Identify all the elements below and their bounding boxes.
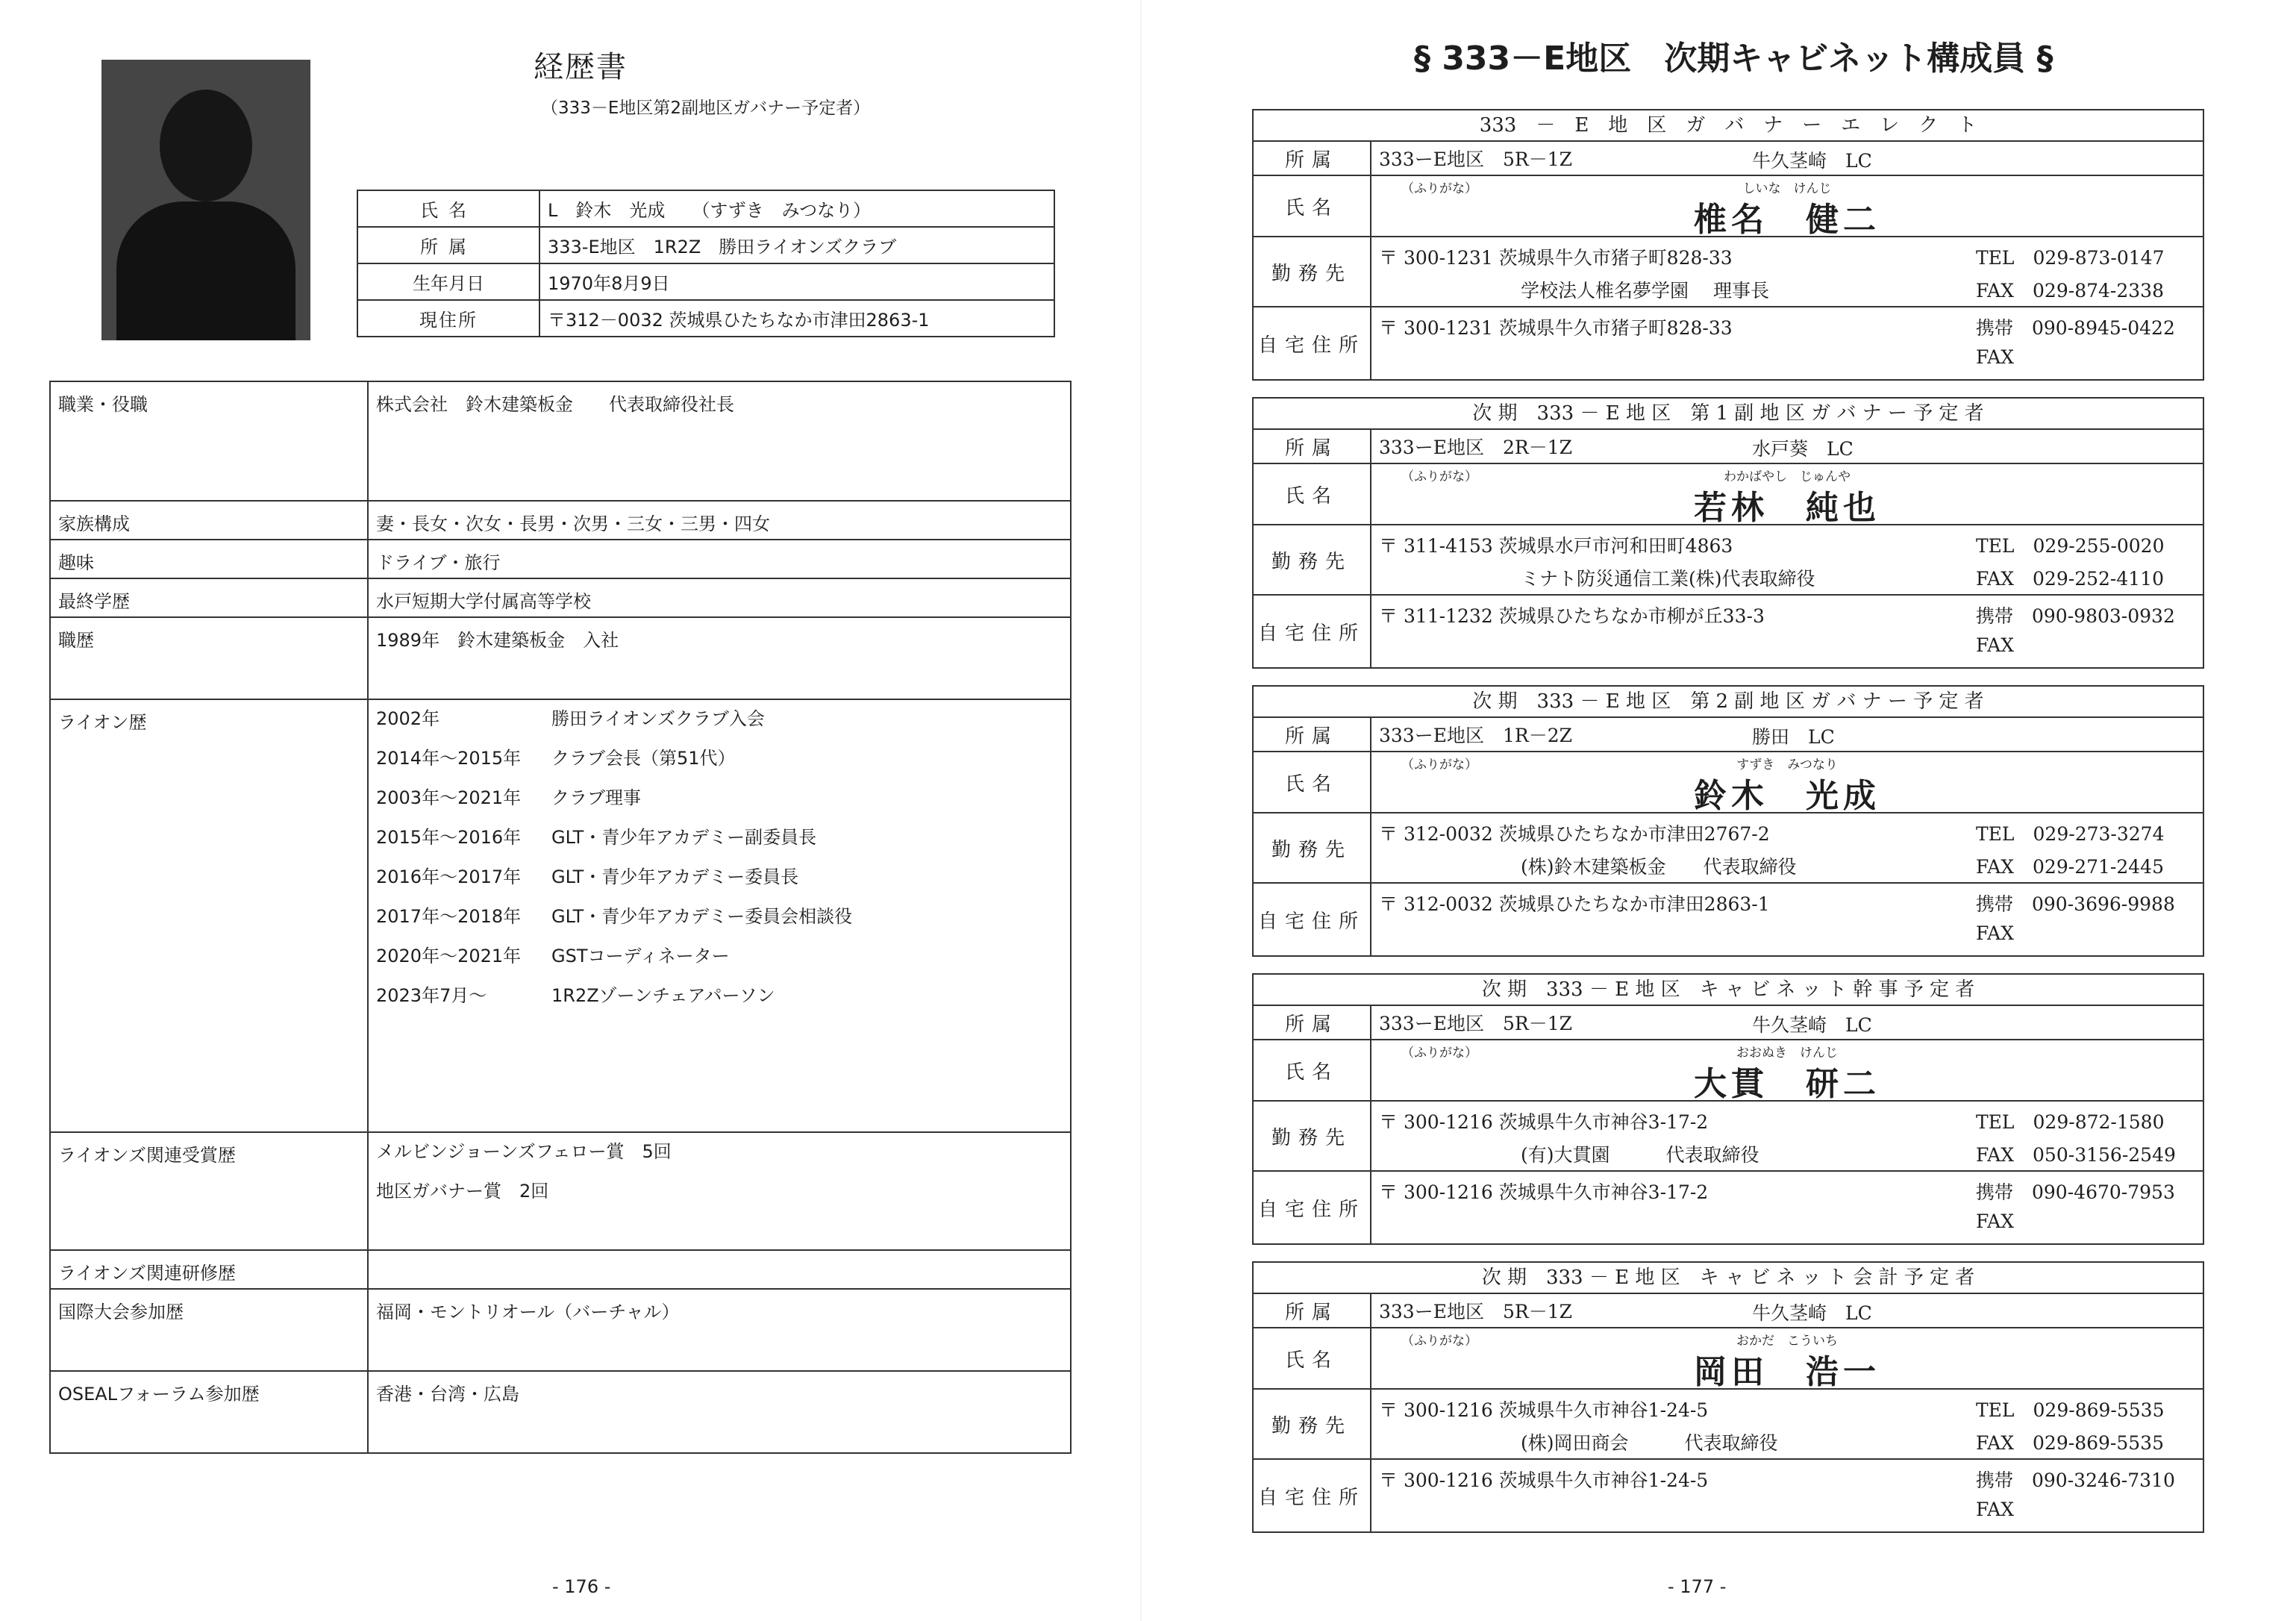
member-role: 次 期 333 － E 地 区 キ ャ ビ ネ ッ ト 幹 事 予 定 者 [1254, 975, 2203, 1006]
furigana-label: （ふりがな） [1401, 1046, 1477, 1061]
name-row [1254, 464, 2203, 525]
table-row [50, 578, 1071, 617]
history-year: 2015年～2016年 [376, 827, 522, 848]
row-value [1371, 1172, 2203, 1243]
table-row [50, 1371, 1071, 1453]
row-label: 勤務先 [1254, 813, 1371, 882]
name-furigana: しいな けんじ [1742, 181, 1832, 196]
row-label: 勤務先 [1254, 1390, 1371, 1458]
name-furigana: おおぬき けんじ [1736, 1046, 1838, 1061]
name-furigana: おかだ こういち [1736, 1334, 1838, 1349]
row-label: 勤務先 [1254, 237, 1371, 306]
info-value: 333-E地区 1R2Z 勝田ライオンズクラブ [539, 227, 1054, 263]
portrait-body [116, 202, 295, 340]
work-address: 〒 312-0032 茨城県ひたちなか市津田2767-2 [1379, 823, 1770, 845]
work-tel: TEL 029-273-3274 [1976, 823, 2165, 845]
left-page [0, 0, 1142, 1621]
home-address: 〒 300-1231 茨城県牛久市猪子町828-33 [1379, 317, 1733, 339]
work-fax: FAX 029-869-5535 [1976, 1432, 2164, 1454]
awards-list [368, 1132, 1071, 1250]
table-row [50, 1132, 1071, 1250]
row-label: 自宅住所 [1254, 307, 1371, 379]
document-title: 経歴書 [534, 50, 628, 84]
row-value [1371, 525, 2203, 594]
portrait-photo [101, 60, 310, 340]
home-mobile: 携帯 090-9803-0932 [1976, 605, 2175, 627]
list-item [376, 866, 1063, 905]
home-mobile: 携帯 090-3696-9988 [1976, 893, 2175, 915]
work-company: (有)大貫園 代表取締役 [1521, 1144, 1759, 1166]
career-label: 職歴 [50, 617, 368, 699]
row-value [1371, 1460, 2203, 1531]
page-number: - 177 - [1668, 1576, 1727, 1597]
career-value: 株式会社 鈴木建築板金 代表取締役社長 [368, 381, 1071, 501]
info-value: 1970年8月9日 [539, 263, 1054, 300]
row-label: 氏名 [1254, 752, 1371, 812]
page-number: - 176 - [552, 1576, 611, 1597]
furigana-label: （ふりがな） [1401, 758, 1477, 772]
workplace-row [1254, 813, 2203, 884]
table-row [50, 699, 1071, 1132]
home-address: 〒 312-0032 茨城県ひたちなか市津田2863-1 [1379, 893, 1770, 915]
row-value [1371, 142, 2203, 175]
work-fax: FAX 050-3156-2549 [1976, 1144, 2176, 1166]
training-value [368, 1250, 1071, 1289]
furigana-label: （ふりがな） [1401, 1334, 1477, 1349]
history-year: 2020年～2021年 [376, 946, 522, 966]
row-label: 自宅住所 [1254, 1172, 1371, 1243]
home-fax: FAX [1976, 1211, 2015, 1232]
row-value [1371, 464, 2203, 527]
list-item [376, 708, 1063, 747]
home-address: 〒 300-1216 茨城県牛久市神谷3-17-2 [1379, 1181, 1709, 1203]
info-label: 氏名 [357, 190, 539, 227]
member-name: 大貫 研二 [1694, 1065, 1880, 1103]
list-item: メルビンジョーンズフェロー賞 5回 [376, 1141, 672, 1162]
history-year: 2002年 [376, 708, 440, 729]
work-company: 学校法人椎名夢学園 理事長 [1521, 280, 1769, 302]
oseal-label: OSEALフォーラム参加歴 [50, 1371, 368, 1453]
row-value [1371, 884, 2203, 955]
home-mobile: 携帯 090-8945-0422 [1976, 317, 2175, 339]
table-row [357, 300, 1054, 337]
affiliation-value: 333ーE地区 1R－2Z [1379, 725, 1572, 746]
training-label: ライオンズ関連研修歴 [50, 1250, 368, 1289]
info-value: 〒312－0032 茨城県ひたちなか市津田2863-1 [539, 300, 1054, 337]
club-name: 水戸葵 LC [1752, 438, 1854, 460]
info-label: 生年月日 [357, 263, 539, 300]
row-value [1371, 1102, 2203, 1170]
right-page [1142, 0, 2296, 1621]
member-role: 次 期 333 － E 地 区 第 2 副 地 区 ガ バ ナ ー 予 定 者 [1254, 687, 2203, 718]
awards-label: ライオンズ関連受賞歴 [50, 1132, 368, 1250]
row-label: 所属 [1254, 1294, 1371, 1327]
intl-value: 福岡・モントリオール（バーチャル） [368, 1289, 1071, 1371]
member-role: 333 － E 地 区 ガ バ ナ ー エ レ ク ト [1254, 110, 2203, 142]
history-year: 2014年～2015年 [376, 748, 522, 769]
lion-history-label: ライオン歴 [50, 699, 368, 1132]
club-name: 勝田 LC [1752, 726, 1835, 748]
affiliation-row [1254, 718, 2203, 752]
furigana-label: （ふりがな） [1401, 181, 1477, 196]
member-block [1252, 685, 2204, 957]
info-label: 現住所 [357, 300, 539, 337]
portrait-head [160, 90, 252, 202]
career-table [49, 381, 1072, 1454]
list-item [376, 905, 1063, 945]
table-row [50, 540, 1071, 578]
basic-info-table [357, 190, 1055, 337]
member-block [1252, 397, 2204, 669]
affiliation-row [1254, 142, 2203, 176]
affiliation-row [1254, 1006, 2203, 1040]
history-desc: GLT・青少年アカデミー副委員長 [551, 827, 817, 848]
row-value [1371, 1040, 2203, 1103]
name-row [1254, 1040, 2203, 1102]
career-value: ドライブ・旅行 [368, 540, 1071, 578]
club-name: 牛久茎崎 LC [1752, 1302, 1872, 1324]
home-row [1254, 884, 2203, 955]
row-label: 所属 [1254, 430, 1371, 463]
history-desc: GLT・青少年アカデミー委員会相談役 [551, 906, 853, 927]
work-tel: TEL 029-255-0020 [1976, 535, 2165, 557]
history-year: 2003年～2021年 [376, 787, 522, 808]
row-value [1371, 430, 2203, 463]
home-fax: FAX [1976, 922, 2015, 944]
club-name: 牛久茎崎 LC [1752, 1014, 1872, 1036]
name-furigana: すずき みつなり [1736, 758, 1838, 772]
row-value [1371, 1328, 2203, 1391]
document-subtitle: （333－E地区第2副地区ガバナー予定者） [541, 99, 871, 118]
row-label: 所属 [1254, 718, 1371, 751]
club-name: 牛久茎崎 LC [1752, 150, 1872, 172]
home-row [1254, 307, 2203, 379]
name-furigana: わかばやし じゅんや [1724, 469, 1851, 484]
info-value: L 鈴木 光成 （すずき みつなり） [539, 190, 1054, 227]
table-row [50, 1250, 1071, 1289]
affiliation-value: 333ーE地区 5R－1Z [1379, 149, 1572, 170]
work-company: (株)鈴木建築板金 代表取締役 [1521, 856, 1797, 878]
row-value [1371, 813, 2203, 882]
row-value [1371, 718, 2203, 751]
member-name: 鈴木 光成 [1694, 777, 1880, 815]
row-value [1371, 176, 2203, 239]
name-row [1254, 1328, 2203, 1390]
member-block [1252, 109, 2204, 381]
member-role: 次 期 333 － E 地 区 第 1 副 地 区 ガ バ ナ ー 予 定 者 [1254, 399, 2203, 430]
member-name: 岡田 浩一 [1694, 1353, 1880, 1391]
workplace-row [1254, 237, 2203, 307]
row-label: 勤務先 [1254, 525, 1371, 594]
member-block [1252, 1261, 2204, 1533]
row-value [1371, 596, 2203, 667]
row-value [1371, 752, 2203, 815]
affiliation-value: 333ーE地区 5R－1Z [1379, 1301, 1572, 1322]
lion-history-list [368, 699, 1071, 1132]
history-year: 2017年～2018年 [376, 906, 522, 927]
home-address: 〒 311-1232 茨城県ひたちなか市柳が丘33-3 [1379, 605, 1765, 627]
work-fax: FAX 029-252-4110 [1976, 568, 2164, 590]
work-fax: FAX 029-874-2338 [1976, 280, 2164, 302]
workplace-row [1254, 1390, 2203, 1460]
row-label: 自宅住所 [1254, 596, 1371, 667]
row-value [1371, 307, 2203, 379]
home-row [1254, 1172, 2203, 1243]
row-value [1371, 1390, 2203, 1458]
list-item: 地区ガバナー賞 2回 [376, 1181, 549, 1202]
affiliation-row [1254, 430, 2203, 464]
work-address: 〒 311-4153 茨城県水戸市河和田町4863 [1379, 535, 1733, 557]
table-row [50, 617, 1071, 699]
home-mobile: 携帯 090-4670-7953 [1976, 1181, 2175, 1203]
list-item [376, 747, 1063, 787]
history-desc: 勝田ライオンズクラブ入会 [551, 708, 765, 729]
table-row [50, 501, 1071, 540]
member-name: 若林 純也 [1694, 489, 1880, 527]
row-label: 自宅住所 [1254, 1460, 1371, 1531]
row-value [1371, 1006, 2203, 1039]
workplace-row [1254, 525, 2203, 596]
oseal-value: 香港・台湾・広島 [368, 1371, 1071, 1453]
home-fax: FAX [1976, 1499, 2015, 1520]
list-item [376, 945, 1063, 984]
work-tel: TEL 029-872-1580 [1976, 1111, 2165, 1133]
work-address: 〒 300-1231 茨城県牛久市猪子町828-33 [1379, 247, 1733, 269]
table-row [357, 227, 1054, 263]
row-label: 所属 [1254, 1006, 1371, 1039]
workplace-row [1254, 1102, 2203, 1172]
career-label: 職業・役職 [50, 381, 368, 501]
list-item [376, 826, 1063, 866]
career-label: 趣味 [50, 540, 368, 578]
career-label: 家族構成 [50, 501, 368, 540]
work-company: ミナト防災通信工業(株)代表取締役 [1521, 568, 1815, 590]
member-name: 椎名 健二 [1694, 201, 1880, 239]
section-title: § 333－E地区 次期キャビネット構成員 § [1414, 40, 2053, 78]
work-address: 〒 300-1216 茨城県牛久市神谷1-24-5 [1379, 1399, 1709, 1421]
work-tel: TEL 029-873-0147 [1976, 247, 2165, 269]
affiliation-row [1254, 1294, 2203, 1328]
row-label: 氏名 [1254, 1040, 1371, 1100]
career-value: 水戸短期大学付属高等学校 [368, 578, 1071, 617]
info-label: 所属 [357, 227, 539, 263]
history-desc: クラブ会長（第51代） [551, 748, 736, 769]
history-desc: 1R2Zゾーンチェアパーソン [551, 985, 775, 1006]
home-row [1254, 1460, 2203, 1531]
row-label: 氏名 [1254, 464, 1371, 524]
history-desc: GSTコーディネーター [551, 946, 730, 966]
career-label: 最終学歴 [50, 578, 368, 617]
work-company: (株)岡田商会 代表取締役 [1521, 1432, 1778, 1454]
home-mobile: 携帯 090-3246-7310 [1976, 1469, 2175, 1491]
table-row [50, 1289, 1071, 1371]
furigana-label: （ふりがな） [1401, 469, 1477, 484]
row-label: 自宅住所 [1254, 884, 1371, 955]
list-item [376, 984, 1063, 1024]
row-value [1371, 1294, 2203, 1327]
career-value: 妻・長女・次女・長男・次男・三女・三男・四女 [368, 501, 1071, 540]
history-year: 2023年7月～ [376, 985, 487, 1006]
career-value: 1989年 鈴木建築板金 入社 [368, 617, 1071, 699]
list-item [376, 787, 1063, 826]
history-desc: GLT・青少年アカデミー委員長 [551, 866, 799, 887]
home-fax: FAX [1976, 346, 2015, 368]
home-row [1254, 596, 2203, 667]
affiliation-value: 333ーE地区 5R－1Z [1379, 1013, 1572, 1034]
work-tel: TEL 029-869-5535 [1976, 1399, 2165, 1421]
row-label: 氏名 [1254, 176, 1371, 236]
row-label: 勤務先 [1254, 1102, 1371, 1170]
table-row [50, 381, 1071, 501]
work-fax: FAX 029-271-2445 [1976, 856, 2164, 878]
member-block [1252, 973, 2204, 1245]
intl-label: 国際大会参加歴 [50, 1289, 368, 1371]
row-value [1371, 237, 2203, 306]
row-label: 所属 [1254, 142, 1371, 175]
home-address: 〒 300-1216 茨城県牛久市神谷1-24-5 [1379, 1469, 1709, 1491]
name-row [1254, 176, 2203, 237]
member-role: 次 期 333 － E 地 区 キ ャ ビ ネ ッ ト 会 計 予 定 者 [1254, 1263, 2203, 1294]
table-row [357, 190, 1054, 227]
history-year: 2016年～2017年 [376, 866, 522, 887]
work-address: 〒 300-1216 茨城県牛久市神谷3-17-2 [1379, 1111, 1709, 1133]
home-fax: FAX [1976, 634, 2015, 656]
row-label: 氏名 [1254, 1328, 1371, 1388]
history-desc: クラブ理事 [551, 787, 641, 808]
affiliation-value: 333ーE地区 2R－1Z [1379, 437, 1572, 458]
table-row [357, 263, 1054, 300]
name-row [1254, 752, 2203, 813]
